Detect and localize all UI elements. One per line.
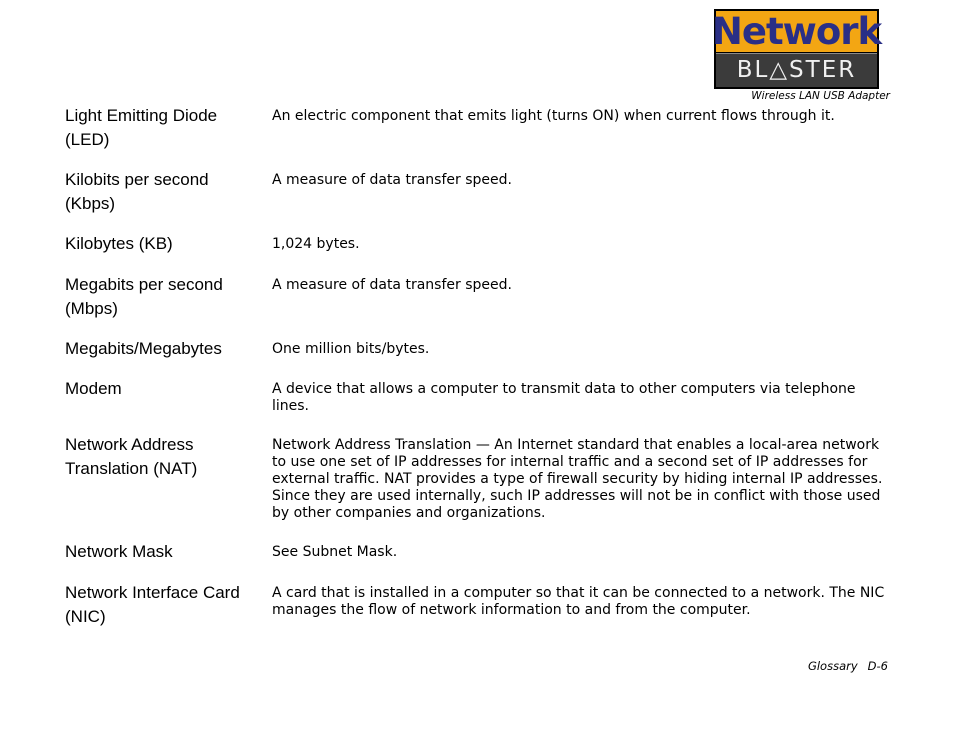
glossary-definition: A measure of data transfer speed. (272, 277, 512, 293)
glossary-definition: One million bits/bytes. (272, 341, 430, 357)
glossary-definition: A measure of data transfer speed. (272, 172, 512, 188)
page-footer (808, 659, 888, 673)
glossary-definition: 1,024 bytes. (272, 236, 360, 252)
logo-bottom-panel (716, 53, 877, 87)
logo-blaster-text: BL△STER (736, 57, 857, 83)
logo-subtitle: Wireless LAN USB Adapter (751, 90, 890, 102)
page-number: D-6 (867, 659, 888, 673)
glossary-term: Network Address Translation (NAT) (65, 435, 198, 478)
glossary-definition: An electric component that emits light (turns ON) when current flows through it. (272, 108, 835, 124)
glossary-term: Network Interface Card (NIC) (65, 583, 240, 626)
network-blaster-logo (711, 9, 882, 89)
logo-top-panel (711, 10, 882, 53)
glossary-definition: See Subnet Mask. (272, 544, 398, 560)
glossary-term: Light Emitting Diode (LED) (65, 106, 218, 149)
glossary-term: Megabits per second (Mbps) (65, 275, 223, 318)
glossary-definition: A card that is installed in a computer so that it can be connected to a network. The NIC manages the flow of network information to and from the computer. (272, 585, 885, 618)
glossary-term: Kilobytes (KB) (65, 234, 173, 253)
glossary-term: Network Mask (65, 542, 173, 561)
glossary-definition: A device that allows a computer to transmit data to other computers via telephone lines. (272, 381, 856, 414)
glossary-term: Modem (65, 379, 122, 398)
footer-section: Glossary (807, 659, 858, 673)
logo-network-text: Network (711, 10, 882, 53)
glossary-term: Megabits/Megabytes (65, 339, 222, 358)
glossary-definition: Network Address Translation — An Internet standard that enables a local-area network to use one set of IP addresses for internal traffic and a second set of IP addresses for external traffic. NAT provides a type of firewall security by hiding internal IP addresses. Since they are used internally, such IP addresses will not be in conflict with those used by other companies and organizations. (272, 437, 883, 521)
glossary-term: Kilobits per second (Kbps) (65, 170, 209, 213)
